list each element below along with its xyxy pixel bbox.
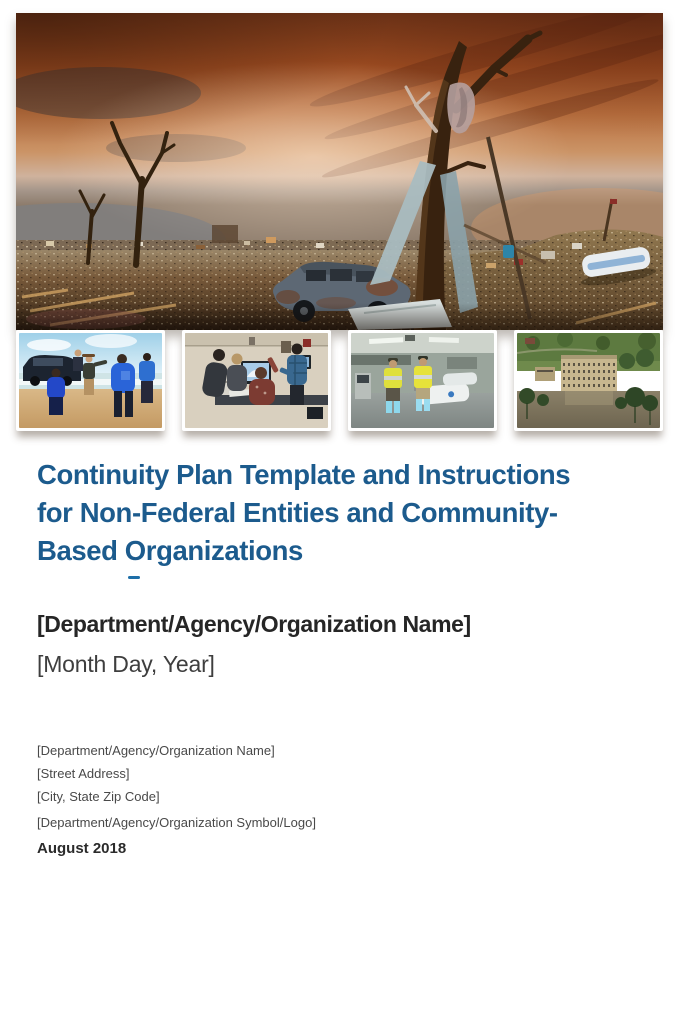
thumb-operations-center (182, 330, 331, 431)
date-placeholder: [Month Day, Year] (37, 651, 215, 677)
title-line-3: Based Organizations (37, 535, 303, 566)
address-org-name: [Department/Agency/Organization Name] (37, 743, 275, 758)
address-street: [Street Address] (37, 766, 130, 781)
hero-photo (16, 13, 663, 330)
thumb-flooded-building (514, 330, 663, 431)
org-name-heading: [Department/Agency/Organization Name] (37, 611, 471, 637)
eoc-scene (185, 333, 328, 428)
beach-scene (19, 333, 162, 428)
title-line-2: for Non-Federal Entities and Community- (37, 497, 558, 528)
bottom-shadow (16, 303, 663, 330)
ward-scene (351, 333, 494, 428)
thumbnail-strip (16, 330, 663, 432)
address-city-state-zip: [City, State Zip Code] (37, 789, 160, 804)
flood-scene (517, 333, 660, 428)
hero-illustration (16, 13, 663, 330)
thumb-medical-ward (348, 330, 497, 431)
publication-date: August 2018 (37, 840, 127, 857)
thumb-beach-responders (16, 330, 165, 431)
document-title (37, 456, 647, 570)
org-symbol-logo-placeholder: [Department/Agency/Organization Symbol/Logo] (37, 815, 316, 830)
title-line-1: Continuity Plan Template and Instructions (37, 459, 571, 490)
title-dash-mark (128, 576, 140, 579)
